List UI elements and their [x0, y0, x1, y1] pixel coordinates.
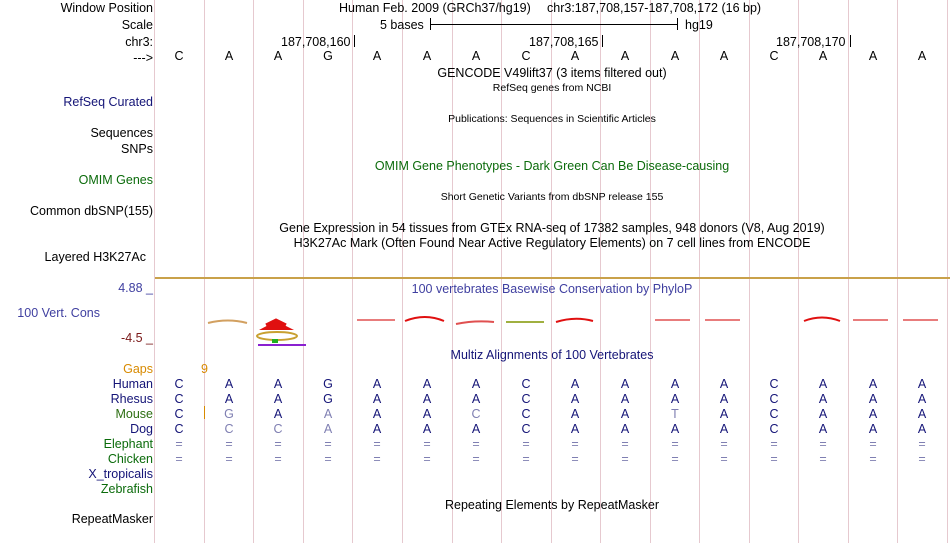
alignment-base: = [324, 437, 332, 451]
alignment-base: C [273, 422, 283, 436]
alignment-base: C [174, 377, 184, 391]
alignment-base: A [471, 422, 481, 436]
species-label[interactable]: Rhesus [110, 392, 153, 406]
sequence-base: C [521, 49, 531, 63]
alignment-base: = [423, 437, 431, 451]
alignment-base: A [917, 407, 927, 421]
alignment-base: = [720, 452, 728, 466]
alignment-base: = [522, 437, 530, 451]
alignment-base: A [620, 392, 630, 406]
alignment-base: A [323, 422, 333, 436]
alignment-base: C [224, 422, 234, 436]
alignment-base: = [819, 452, 827, 466]
alignment-base: A [224, 392, 234, 406]
species-label[interactable]: Human [112, 377, 153, 391]
alignment-base: = [770, 437, 778, 451]
alignment-base: A [372, 407, 382, 421]
common-dbsnp-label[interactable]: Common dbSNP(155) [30, 204, 153, 218]
scale-label: Scale [121, 18, 153, 32]
alignment-base: = [671, 452, 679, 466]
alignment-base: A [868, 407, 878, 421]
species-label[interactable]: Elephant [103, 437, 153, 451]
alignment-base: = [621, 452, 629, 466]
alignment-base: = [175, 452, 183, 466]
sequence-base: A [372, 49, 382, 63]
snps-label[interactable]: SNPs [121, 142, 153, 156]
sequence-base: A [570, 49, 580, 63]
sequence-base: A [422, 49, 432, 63]
alignment-base: = [274, 437, 282, 451]
alignment-base: A [323, 407, 333, 421]
alignment-base: A [570, 422, 580, 436]
alignment-base: = [423, 452, 431, 466]
species-label[interactable]: X_tropicalis [88, 467, 153, 481]
alignment-base: = [225, 452, 233, 466]
sequence-base: A [917, 49, 927, 63]
alignment-base: = [571, 452, 579, 466]
alignment-base: = [571, 437, 579, 451]
h3k27ac-track-title[interactable]: H3K27Ac Mark (Often Found Near Active Regulatory Elements) on 7 cell lines from ENCODE [293, 236, 811, 250]
conservation-bump [804, 318, 840, 322]
sequence-base: A [818, 49, 828, 63]
layered-h3k27ac-label[interactable]: Layered H3K27Ac [44, 250, 146, 264]
alignment-base: C [521, 407, 531, 421]
species-label[interactable]: Mouse [115, 407, 153, 421]
refseq-curated-label[interactable]: RefSeq Curated [63, 95, 153, 109]
alignment-base: A [719, 377, 729, 391]
alignment-base: A [917, 392, 927, 406]
sequence-base: A [868, 49, 878, 63]
alignment-base: = [324, 452, 332, 466]
conservation-bump [456, 321, 494, 324]
alignment-base: = [225, 437, 233, 451]
alignment-base: A [620, 377, 630, 391]
scale-db: hg19 [685, 18, 713, 32]
alignment-base: C [174, 422, 184, 436]
alignment-base: = [522, 452, 530, 466]
alignment-base: A [372, 422, 382, 436]
alignment-base: A [372, 377, 382, 391]
alignment-base: = [671, 437, 679, 451]
alignment-base: A [818, 377, 828, 391]
alignment-base: = [770, 452, 778, 466]
species-label[interactable]: Dog [130, 422, 153, 436]
multiz-track-title[interactable]: Multiz Alignments of 100 Vertebrates [450, 348, 654, 362]
alignment-base: A [917, 377, 927, 391]
alignment-base: A [471, 392, 481, 406]
conservation-mark [272, 339, 278, 343]
sequence-base: A [471, 49, 481, 63]
alignment-base: G [323, 377, 333, 391]
gtex-track-title[interactable]: Gene Expression in 54 tissues from GTEx RNA-seq of 17382 samples, 948 donors (V8, Aug 2019) [279, 221, 825, 235]
alignment-base: = [373, 437, 381, 451]
refseq-track-title[interactable]: RefSeq genes from NCBI [492, 82, 612, 94]
species-label[interactable]: Zebrafish [100, 482, 153, 496]
sequence-base: A [273, 49, 283, 63]
publications-track-title[interactable]: Publications: Sequences in Scientific Articles [448, 113, 656, 125]
strand-label: ---> [133, 51, 153, 65]
alignment-base: A [818, 392, 828, 406]
alignment-base: C [471, 407, 481, 421]
sequence-base: A [670, 49, 680, 63]
alignment-base: A [868, 422, 878, 436]
sequences-label[interactable]: Sequences [90, 126, 153, 140]
alignment-base: A [868, 392, 878, 406]
alignment-base: = [918, 452, 926, 466]
conservation-bump [208, 321, 247, 324]
conservation-ring [257, 332, 297, 340]
alignment-base: A [422, 392, 432, 406]
alignment-base: A [620, 422, 630, 436]
alignment-base: A [273, 407, 283, 421]
assembly-title: Human Feb. 2009 (GRCh37/hg19) [339, 1, 531, 15]
alignment-base: C [769, 407, 779, 421]
alignment-base: = [918, 437, 926, 451]
alignment-base: C [521, 422, 531, 436]
window-position-label: Window Position [60, 1, 153, 15]
tick-label: 187,708,165 [529, 35, 599, 49]
alignment-base: G [323, 392, 333, 406]
conservation-track-title[interactable]: 100 vertebrates Basewise Conservation by PhyloP [411, 282, 693, 296]
alignment-base: A [570, 407, 580, 421]
alignment-base: A [422, 407, 432, 421]
alignment-base: = [274, 452, 282, 466]
alignment-base: C [769, 422, 779, 436]
alignment-base: = [373, 452, 381, 466]
gencode-track-title[interactable]: GENCODE V49lift37 (3 items filtered out) [437, 66, 667, 80]
repeatmasker-track-title[interactable]: Repeating Elements by RepeatMasker [444, 498, 660, 512]
alignment-base: = [720, 437, 728, 451]
alignment-base: A [719, 422, 729, 436]
alignment-base: = [175, 437, 183, 451]
alignment-base: C [174, 407, 184, 421]
sequence-base: A [719, 49, 729, 63]
alignment-base: = [621, 437, 629, 451]
alignment-base: A [670, 422, 680, 436]
conservation-bump [405, 317, 444, 321]
repeatmasker-label[interactable]: RepeatMasker [71, 512, 153, 526]
sequence-base: A [224, 49, 234, 63]
alignment-base: G [224, 407, 234, 421]
dbsnp-track-title[interactable]: Short Genetic Variants from dbSNP release 155 [440, 191, 664, 203]
alignment-base: = [472, 437, 480, 451]
tick-label: 187,708,160 [281, 35, 351, 49]
conservation-bump [556, 319, 593, 322]
alignment-base: A [570, 392, 580, 406]
sequence-base: C [769, 49, 779, 63]
alignment-base: A [422, 377, 432, 391]
omim-genes-label[interactable]: OMIM Genes [78, 173, 153, 187]
alignment-base: = [869, 437, 877, 451]
sequence-base: A [620, 49, 630, 63]
alignment-base: A [719, 392, 729, 406]
tick-label: 187,708,170 [776, 35, 846, 49]
vert-cons-label[interactable]: 100 Vert. Cons [17, 306, 100, 320]
sequence-base: C [174, 49, 184, 63]
window-position-value: chr3:187,708,157-187,708,172 (16 bp) [547, 1, 762, 15]
mouse-insertion-mark [204, 406, 205, 419]
sequence-base: G [323, 49, 333, 63]
alignment-base: A [570, 377, 580, 391]
gaps-label: Gaps [123, 362, 153, 376]
conservation-min-label: -4.5 _ [121, 331, 153, 345]
chrom-label: chr3: [125, 35, 153, 49]
alignment-base: A [422, 422, 432, 436]
species-label[interactable]: Chicken [107, 452, 153, 466]
alignment-base: A [224, 377, 234, 391]
alignment-base: A [868, 377, 878, 391]
alignment-base: = [819, 437, 827, 451]
alignment-base: = [472, 452, 480, 466]
alignment-base: A [273, 377, 283, 391]
conservation-max-label: 4.88 _ [118, 281, 153, 295]
alignment-base: C [521, 392, 531, 406]
alignment-base: A [372, 392, 382, 406]
alignment-base: A [719, 407, 729, 421]
alignment-base: = [869, 452, 877, 466]
alignment-base: A [670, 377, 680, 391]
alignment-base: A [273, 392, 283, 406]
omim-track-title[interactable]: OMIM Gene Phenotypes - Dark Green Can Be Disease-causing [374, 159, 730, 173]
alignment-base: A [471, 377, 481, 391]
conservation-peak-icon [259, 321, 294, 330]
alignment-base: C [769, 392, 779, 406]
alignment-base: C [521, 377, 531, 391]
alignment-base: A [818, 407, 828, 421]
alignment-base: C [769, 377, 779, 391]
alignment-base: A [670, 392, 680, 406]
gap-count: 9 [201, 362, 208, 376]
alignment-base: C [174, 392, 184, 406]
alignment-base: A [818, 422, 828, 436]
alignment-base: A [917, 422, 927, 436]
alignment-base: T [671, 407, 679, 421]
alignment-base: A [620, 407, 630, 421]
scale-text: 5 bases [380, 18, 424, 32]
